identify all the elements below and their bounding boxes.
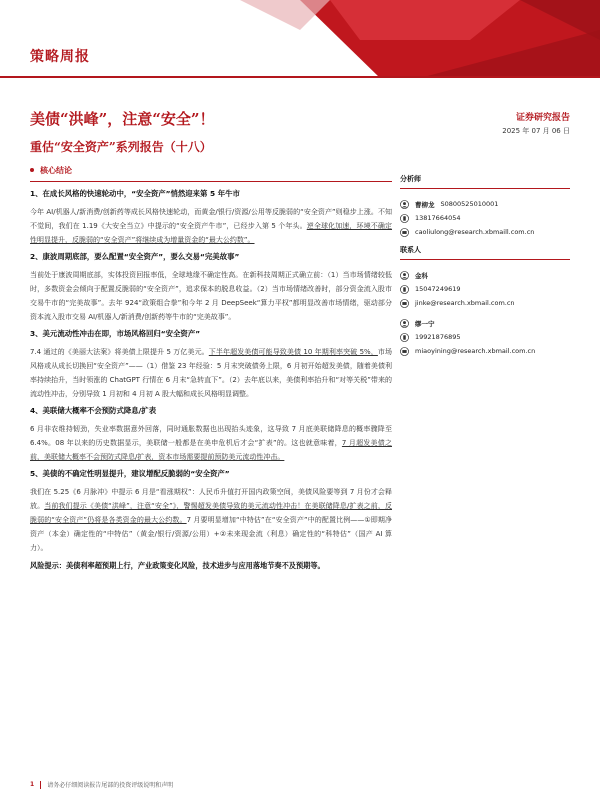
- section-paragraph: 我们在 5.25《6 月脉冲》中提示 6 月是“看涨期权”：人民币升值打开国内政策空间，美债风险要等到 7 月份才会释放。当前我们提示《美债“洪峰”，注意“安全”》，警惕超发美债导致的美元流动性冲击！在美联储降息/扩表之前，反脆弱的“安全资产”仍将是各类资金的最大公约数。7 月要明显增加“中特估”在“安全资产”中的配置比例——①即期净资产（本金）确定性的“中特估”（黄金/银行/资源/公用）+②未来现金流（利息）确定性的“科特估”（国产 AI 算力）。: [30, 488, 392, 552]
- section-heading: 5、美债的不确定性明显提升，建议增配反脆弱的“安全资产”: [30, 469, 230, 478]
- header-decoration: [0, 0, 600, 78]
- page-number: 1: [30, 781, 35, 788]
- contact-email[interactable]: jinke@research.xbmail.com.cn: [415, 299, 515, 307]
- core-conclusion-label: 核心结论: [40, 165, 72, 175]
- section-paragraph: 7.4 通过的《美丽大法案》将美债上限提升 5 万亿美元。下半年超发美债可能导致美债 10 年期利率突破 5%，市场风格或从成长切换回“安全资产”——（1）借鉴 23 年经验：5 月末突破债务上限，6 月初开始超发美债，随着美债利率持续抬升，当时领涨的 ChatGPT 行情在 6 月末“急转直下”。（2）去年底以来，美债利率抬升和“对等关税”带来的流动性冲击，分别导致 1 月初和 4 月初 A 股大幅和成长风格明显调整。: [30, 348, 393, 398]
- analyst-entry: [400, 197, 570, 239]
- person-icon: [400, 200, 409, 209]
- contact-phone: 19921876895: [415, 333, 461, 341]
- contact-entry: [400, 268, 570, 310]
- contact-entry: [400, 316, 570, 358]
- phone-icon: [400, 333, 409, 342]
- analyst-phone: 13817664054: [415, 214, 461, 222]
- section-heading: 2、康波周期底部，要么配置“安全资产”，要么交易“完美故事”: [30, 252, 240, 261]
- report-type: 证券研究报告: [515, 113, 570, 123]
- analyst-name: 曹柳龙: [415, 200, 435, 209]
- section-heading: 1、在成长风格的快速轮动中，“安全资产”悄然迎来第 5 年牛市: [30, 189, 240, 198]
- main-column: [30, 162, 392, 573]
- contact-name: 缪一宁: [415, 319, 435, 328]
- contact-email[interactable]: miaoyining@research.xbmail.com.cn: [415, 347, 536, 355]
- section-heading: 4、美联储大概率不会预防式降息/扩表: [30, 406, 157, 415]
- section-paragraph: 6 月非农维持韧劲，失业率数据意外回落，同时通胀数据也出现抬头迹象，这导致 7 月底美联储降息的概率骤降至 6.4%。08 年以来的历史数据显示，美联储一般都是在美申危机后才会“扩表”的。这也就意味着，7 月超发美债之前，美联储大概率不会预防式降息/扩表，资本市场需要提前预防美元流动性冲击。: [30, 425, 392, 461]
- section-heading: 3、美元流动性冲击在即，市场风格回归“安全资产”: [30, 329, 201, 338]
- analyst-sidebar: [400, 174, 570, 364]
- section-paragraph: 今年 AI/机器人/新消费/创新药等成长风格快速轮动，而黄金/银行/资源/公用等反脆弱的“安全资产”则稳步上涨。不知不觉间，我们在 1.19《大安全当立》中提示的“安全资产牛市”，已经步入第 5 个年头。逆全球化加速，环境不确定性明显提升，反脆弱的“安全资产”将继续成为增量资金的“最大公约数”。: [30, 208, 393, 244]
- phone-icon: [400, 285, 409, 294]
- report-date: 2025 年 07 月 06 日: [502, 127, 570, 135]
- report-subtitle: 重估“安全资产”系列报告（十八）: [30, 140, 212, 154]
- email-icon: [400, 347, 409, 356]
- person-icon: [400, 271, 409, 280]
- section-paragraph: 当前处于康波周期底部，实体投资回报率低，全球地缘不确定性高。在新科技周期正式确立前：（1）当市场情绪较低时，多数资金会倾向于配置反脆弱的“安全资产”，追求保本的脱息收益。（2）当市场情绪改善时，部分资金流入股市交易牛市的“完美故事”。去年 924“政策组合拳”和今年 2 月 DeepSeek“算力平权”都明显改善市场情绪，驱动部分资本流入股市交易 AI/机器人/新消费/创新药等牛市的“完美故事”。: [30, 271, 392, 321]
- email-icon: [400, 228, 409, 237]
- header-band: [0, 0, 600, 78]
- footer-disclaimer: 请务必仔细阅读报告尾部的投资评级说明和声明: [47, 782, 174, 789]
- email-icon: [400, 299, 409, 308]
- brand-logo: 策略周报: [30, 49, 90, 65]
- analyst-section-title: 分析师: [400, 174, 570, 189]
- core-divider: [30, 181, 392, 182]
- analyst-cert: S0800525010001: [440, 200, 499, 208]
- footer-divider: [40, 781, 41, 789]
- contact-phone: 15047249619: [415, 285, 461, 293]
- risk-warning: 风险提示：美债利率超预期上行，产业政策变化风险，技术进步与应用落地节奏不及预期等。: [30, 561, 325, 570]
- phone-icon: [400, 214, 409, 223]
- analyst-email[interactable]: caoliulong@research.xbmaill.com.cn: [415, 228, 535, 236]
- core-conclusion-header: [30, 162, 392, 178]
- contact-name: 金科: [415, 271, 428, 280]
- contact-section-title: 联系人: [400, 245, 570, 260]
- bullet-icon: [30, 168, 34, 172]
- report-title: 美债“洪峰”，注意“安全”！: [30, 110, 215, 128]
- page-footer: [30, 780, 570, 789]
- person-icon: [400, 319, 409, 328]
